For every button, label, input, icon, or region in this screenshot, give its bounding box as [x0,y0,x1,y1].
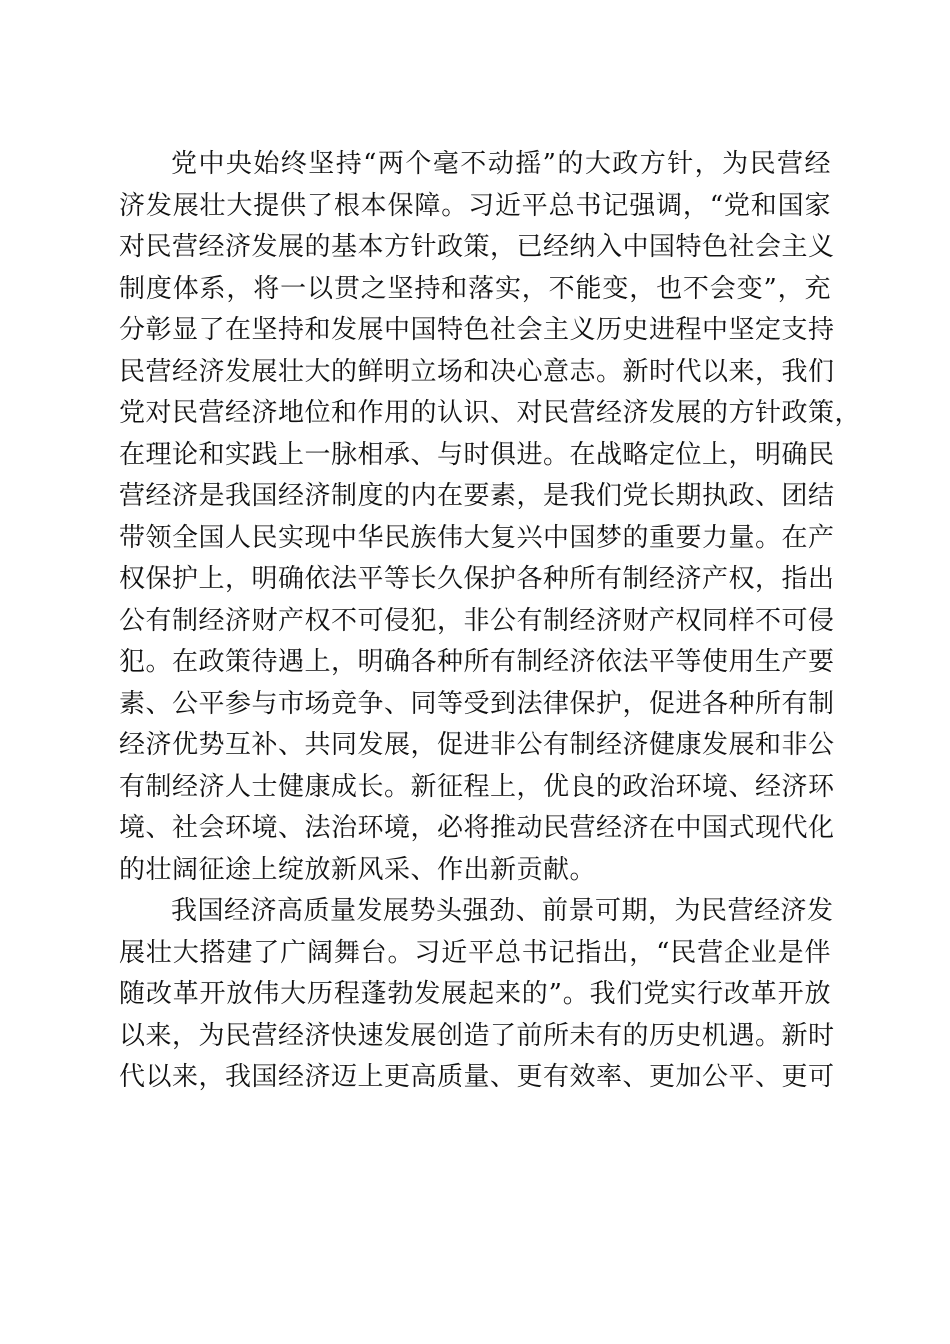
text-line: 随改革开放伟大历程蓬勃发展起来的”。我们党实行改革开放 [119,979,831,1009]
paragraph-1 [119,144,862,891]
text-line: 的壮阔征途上绽放新风采、作出新贡献。 [119,854,597,885]
text-line: 素、公平参与市场竞争、同等受到法律保护，促进各种所有制 [119,688,835,719]
text-line: 民营经济发展壮大的鲜明立场和决心意志。新时代以来，我们 [119,356,835,387]
text-line: 我国经济高质量发展势头强劲、前景可期，为民营经济发 [171,896,834,926]
text-line: 权保护上，明确依法平等长久保护各种所有制经济产权，指出 [119,564,835,594]
text-line: 犯。在政策待遇上，明确各种所有制经济依法平等使用生产要 [119,647,835,677]
text-line: 以来，为民营经济快速发展创造了前所未有的历史机遇。新时 [119,1020,835,1051]
text-line: 在理论和实践上一脉相承、与时俱进。在战略定位上，明确民 [119,439,835,470]
text-line: 制度体系，将一以贯之坚持和落实，不能变，也不会变”，充 [119,273,831,304]
text-line: 带领全国人民实现中华民族伟大复兴中国梦的重要力量。在产 [119,522,835,553]
text-line: 经济优势互补、共同发展，促进非公有制经济健康发展和非公 [119,730,835,760]
text-line: 对民营经济发展的基本方针政策，已经纳入中国特色社会主义 [119,232,835,262]
text-line: 代以来，我国经济迈上更高质量、更有效率、更加公平、更可 [119,1062,835,1092]
text-line: 境、社会环境、法治环境，必将推动民营经济在中国式现代化 [119,813,835,843]
paragraph-2 [119,891,835,1099]
text-line: 营经济是我国经济制度的内在要素，是我们党长期执政、团结 [119,481,835,511]
text-line: 展壮大搭建了广阔舞台。习近平总书记指出，“民营企业是伴 [119,937,831,968]
text-line: 分彰显了在坚持和发展中国特色社会主义历史进程中坚定支持 [119,315,835,345]
text-line: 公有制经济财产权不可侵犯，非公有制经济财产权同样不可侵 [119,605,835,636]
text-line: 济发展壮大提供了根本保障。习近平总书记强调，“党和国家 [119,190,831,221]
text-line: 有制经济人士健康成长。新征程上，优良的政治环境、经济环 [119,771,835,802]
text-line: 党对民营经济地位和作用的认识、对民营经济发展的方针政策， [119,398,862,428]
text-line: 党中央始终坚持“两个毫不动摇”的大政方针，为民营经 [171,149,831,179]
document-body [119,144,862,1099]
